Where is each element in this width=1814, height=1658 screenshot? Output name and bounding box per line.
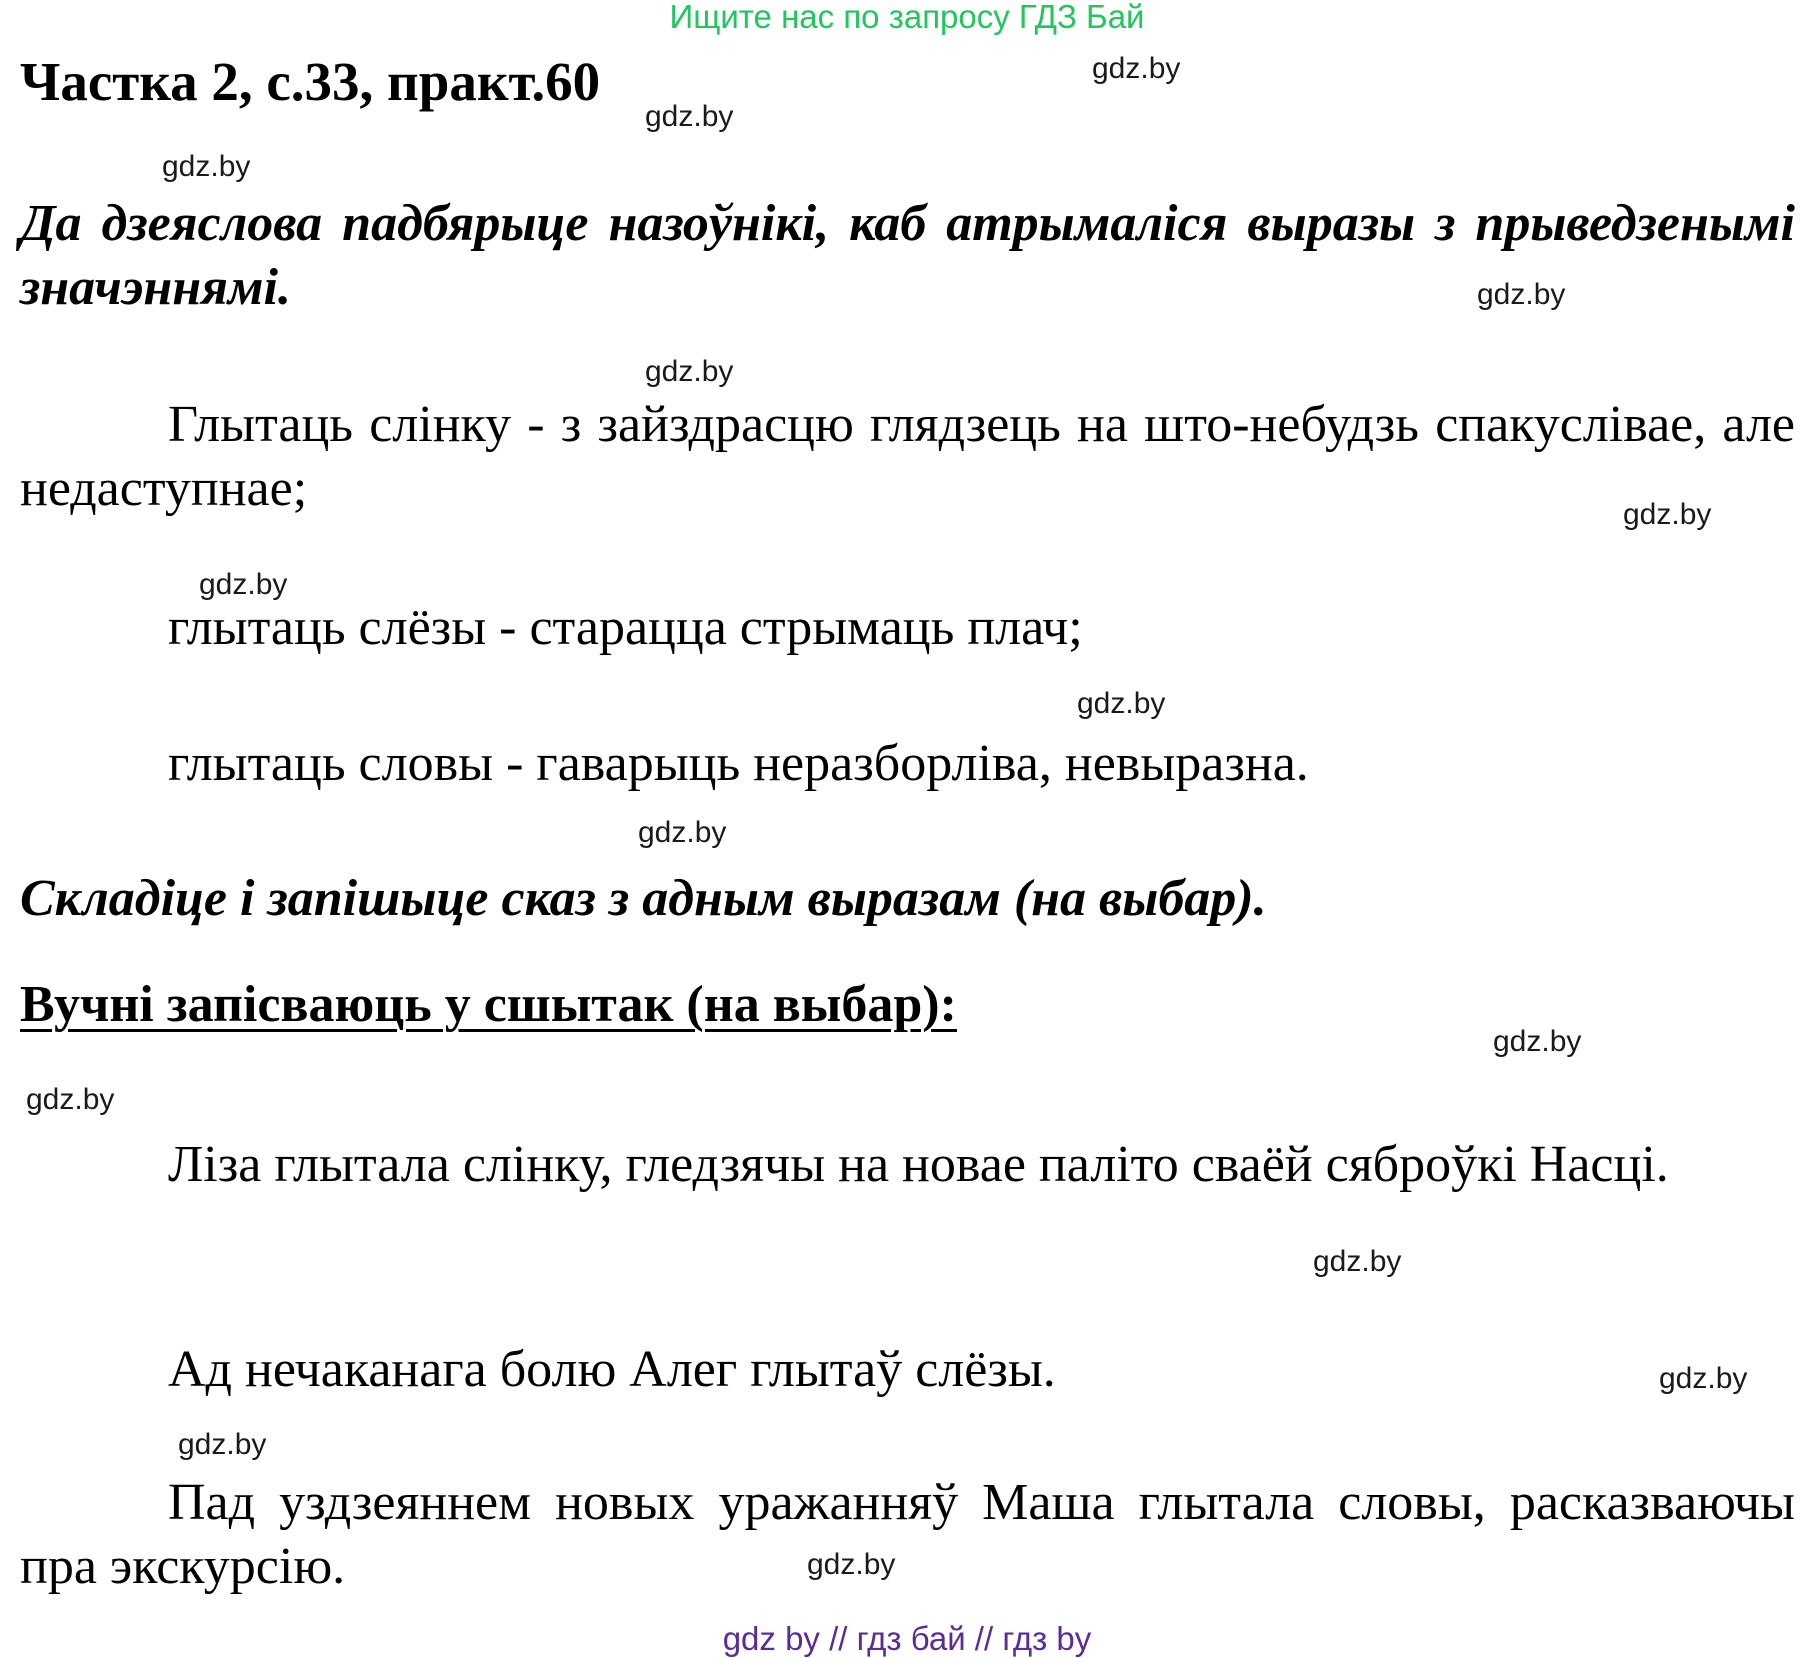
search-banner: Ищите нас по запросу ГДЗ Бай xyxy=(669,0,1145,35)
watermark: gdz.by xyxy=(807,1548,896,1581)
answer-3: Пад уздзеяннем новых уражанняў Маша глытала словы, расказваючы пра экскурсію. xyxy=(20,1474,1795,1595)
meaning-2: глытаць слёзы - старацца стрымаць плач; xyxy=(168,599,1083,656)
watermark: gdz.by xyxy=(645,355,734,388)
watermark: gdz.by xyxy=(26,1083,115,1116)
watermark: gdz.by xyxy=(1092,52,1181,85)
watermark: gdz.by xyxy=(645,100,734,133)
answer-section-title: Вучні запісваюць у сшытак (на выбар): xyxy=(20,976,957,1033)
task-instruction-1: Да дзеяслова падбярыце назоўнікі, каб атрымаліся выразы з прыведзенымі значэннямі. xyxy=(20,195,1795,316)
watermark: gdz.by xyxy=(638,816,727,849)
watermark: gdz.by xyxy=(162,150,251,183)
answer-2: Ад нечаканага болю Алег глытаў слёзы. xyxy=(168,1341,1056,1398)
watermark: gdz.by xyxy=(1659,1362,1748,1395)
page-title: Частка 2, с.33, практ.60 xyxy=(20,51,601,112)
watermark: gdz.by xyxy=(1313,1245,1402,1278)
meaning-3: глытаць словы - гаварыць неразборліва, невыразна. xyxy=(168,735,1309,792)
answer-1: Ліза глытала слінку, гледзячы на новае паліто сваёй сяброўкі Насці. xyxy=(168,1136,1669,1193)
watermark: gdz.by xyxy=(1493,1025,1582,1058)
task-instruction-2: Складіце і запішыце сказ з адным выразам (на выбар). xyxy=(20,870,1267,927)
footer-links: gdz by // гдз бай // гдз by xyxy=(722,1620,1092,1657)
watermark: gdz.by xyxy=(1077,687,1166,720)
watermark: gdz.by xyxy=(1477,278,1566,311)
watermark: gdz.by xyxy=(199,568,288,601)
meaning-1: Глытаць слінку - з зайздрасцю глядзець на што-небудзь спакуслівае, але недаступнае; xyxy=(20,396,1795,517)
watermark: gdz.by xyxy=(178,1428,267,1461)
watermark: gdz.by xyxy=(1623,498,1712,531)
